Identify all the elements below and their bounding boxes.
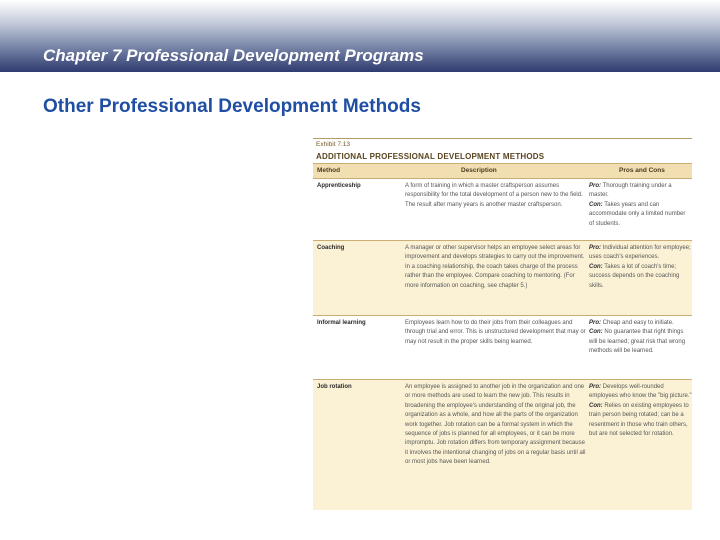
table-row [313, 241, 692, 316]
pro-text: Thorough training under a master. [589, 183, 672, 199]
pros-cons-cell [587, 383, 692, 510]
con-label: Con: [589, 402, 603, 409]
table-row [313, 380, 692, 510]
pros-cons-cell [587, 319, 692, 379]
pro-text: Individual attention for employee; uses coach's experiences. [589, 245, 691, 261]
con-label: Con: [589, 263, 603, 270]
column-header-pros-cons: Pros and Cons [619, 167, 665, 174]
pro-label: Pro: [589, 245, 601, 251]
slide-title: Other Professional Development Methods [43, 96, 421, 117]
con-text: Takes a lot of coach's time; success depends on the coaching skills. [589, 263, 680, 289]
column-header-method: Method [317, 167, 341, 174]
table-row [313, 316, 692, 380]
pro-label: Pro: [589, 183, 601, 189]
pro-text: Cheap and easy to initiate. [602, 320, 674, 326]
pros-cons-cell [587, 182, 692, 240]
pro-text: Develops well-rounded employees who know the "big picture." [589, 384, 692, 400]
exhibit-table [313, 138, 692, 518]
column-header-description: Description [461, 167, 497, 174]
con-label: Con: [589, 201, 603, 208]
table-header [313, 163, 692, 179]
table-row [313, 179, 692, 241]
description-cell: A manager or other supervisor helps an employee select areas for improvement and develops strategies to carry out the improvement. In a coaching relationship, the coach takes charge of the process rather than the employee. Compare coaching to mentoring. (For more information on coaching, see chapter 5.) [405, 245, 585, 289]
con-text: Takes years and can accommodate only a limited number of students. [589, 201, 686, 227]
pro-label: Pro: [589, 320, 601, 326]
con-text: Relies on existing employees to train person being rotated; can be a resentment in those who train others, but are not selected for rotation. [589, 402, 689, 438]
method-cell: Job rotation [317, 384, 352, 390]
description-cell: Employees learn how to do their jobs from their colleagues and through trial and error. This is unstructured development that may or may not result in the proper skills being learned. [405, 320, 586, 345]
method-cell: Coaching [317, 245, 345, 251]
method-cell: Apprenticeship [317, 183, 361, 189]
method-cell: Informal learning [317, 320, 366, 326]
exhibit-title: ADDITIONAL PROFESSIONAL DEVELOPMENT METHODS [316, 152, 545, 161]
con-label: Con: [589, 329, 603, 336]
description-cell: A form of training in which a master craftsperson assumes responsibility for the total development of a person new to the field. The result after many years is another master craftsperson. [405, 183, 583, 208]
con-text: No guarantee that right things will be learned; great risk that wrong methods will be learned. [589, 329, 686, 355]
description-cell: An employee is assigned to another job in the organization and one or more methods are used to learn the new job. This results in broadening the employee's understanding of the original job, the organization as a whole, and how all the parts of the organization work together. Job rotation can be a formal system in which the sequence of jobs is planned for all employees, or it can be more impromptu. Job rotation differs from temporary assignment because it involves the intentional changing of jobs on a regular basis until all or most jobs have been learned. [405, 384, 586, 466]
chapter-title: Chapter 7 Professional Development Programs [43, 46, 424, 65]
pros-cons-cell [587, 244, 692, 315]
pro-label: Pro: [589, 384, 601, 390]
exhibit-label: Exhibit 7.13 [313, 138, 692, 150]
